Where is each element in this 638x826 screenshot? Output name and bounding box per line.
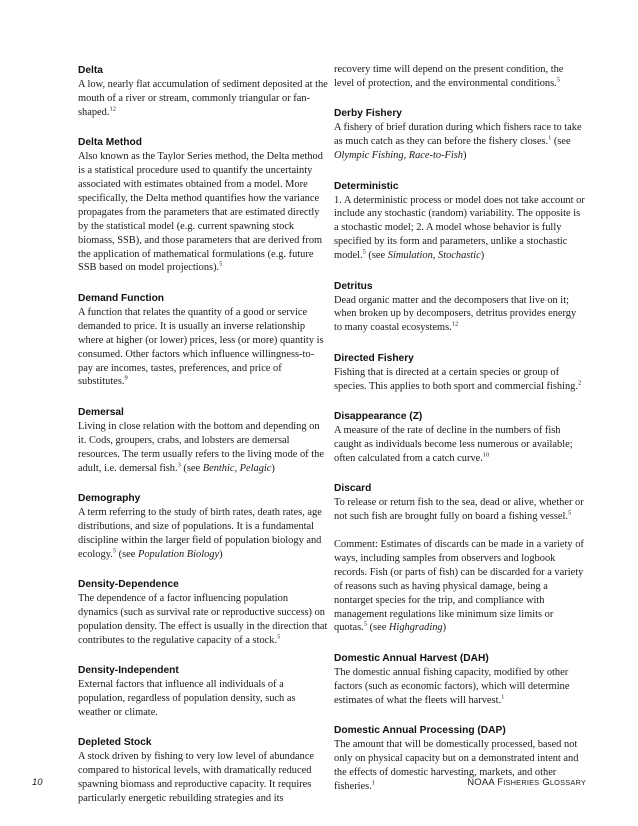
glossary-definition — [78, 592, 328, 648]
definition-text: (see — [180, 462, 203, 474]
footnote-reference: 5 — [112, 547, 117, 555]
definition-text: The dependence of a factor influencing population dynamics (such as survival rate or reproductive success) on population density. The effect is usually in the direction that contributes to the regulative capacity of a stock. — [78, 593, 328, 646]
glossary-term: Disappearance (Z) — [334, 411, 423, 423]
glossary-term: Directed Fishery — [334, 352, 414, 364]
footnote-reference: 5 — [556, 76, 561, 84]
glossary-term: Demography — [78, 492, 141, 504]
glossary-entry — [334, 179, 586, 264]
glossary-term: Delta — [78, 65, 103, 76]
definition-text: A fishery of brief duration during which fishers race to take as much catch as they can before the fishery closes. — [334, 122, 582, 148]
glossary-entry — [334, 279, 586, 336]
definition-text: A measure of the rate of decline in the numbers of fish caught as individuals become less numerous or available; often calculated from a catch curve. — [334, 425, 573, 464]
glossary-definition — [334, 294, 586, 336]
definition-text: , — [403, 150, 409, 162]
definition-text: A low, nearly flat accumulation of sediment deposited at the mouth of a river or stream, commonly triangular or fan-shaped. — [78, 79, 328, 118]
glossary-definition — [334, 366, 586, 394]
definition-text: To release or return fish to the sea, dead or alive, whether or not such fish are brought fully on board a fishing vessel. — [334, 497, 584, 523]
glossary-entry — [334, 63, 586, 91]
glossary-entry — [78, 291, 328, 389]
cross-reference: Race-to-Fish — [408, 150, 464, 162]
glossary-entry — [78, 405, 328, 476]
running-title-part: LOSSARY — [549, 778, 586, 787]
footnote-reference: 5 — [219, 261, 223, 268]
definition-text: (see — [116, 548, 139, 560]
glossary-definition — [78, 150, 328, 275]
running-title-part: G — [539, 777, 550, 788]
glossary-entry — [78, 577, 328, 648]
glossary-definition — [78, 78, 328, 120]
footnote-reference: 3 — [177, 461, 181, 469]
glossary-definition — [334, 538, 586, 635]
footnote-reference: 12 — [451, 320, 459, 328]
footnote-reference: 1 — [548, 134, 552, 142]
definition-text: ) — [219, 548, 223, 560]
definition-text: (see — [366, 622, 389, 634]
glossary-entry — [78, 663, 328, 720]
glossary-term: Density-Dependence — [78, 579, 179, 591]
definition-text: Dead organic matter and the decomposers that live on it; when broken up by decomposers, detritus provides energy to many coastal ecosystems. — [334, 294, 577, 334]
definition-text: , — [432, 250, 438, 262]
page-number: 10 — [32, 777, 43, 788]
cross-reference: Stochastic — [438, 250, 481, 262]
glossary-term: Deterministic — [334, 180, 399, 192]
glossary-definition — [78, 506, 328, 562]
page-footer — [32, 777, 586, 791]
glossary-term: Delta Method — [78, 137, 142, 149]
definition-text: The domestic annual fishing capacity, modified by other factors (such as economic factors), which will determine estimates of what the fleets will harvest. — [334, 666, 570, 706]
definition-text: Comment: Estimates of discards can be made in a variety of ways, including samples from observers and logbook records. Fish (or parts of fish) can be discarded for a variety of reasons such as having physical damage, being a nontarget species for the trip, and compliance with management regulations like minimum size limits or quotas. — [334, 539, 584, 634]
cross-reference: Highgrading — [388, 622, 443, 634]
footnote-reference: 12 — [109, 105, 116, 113]
footnote-reference: 5 — [277, 633, 281, 641]
glossary-column-left — [78, 63, 328, 822]
definition-text: A function that relates the quantity of a good or service demanded to price. It is usually an inverse relationship where at higher (or lower) prices, less (or more) quantity is consumed. Other factors which influence willingness-to-pay are incomes, tastes, preferences, and price of substitutes. — [78, 306, 324, 388]
glossary-definition — [334, 63, 586, 91]
cross-reference: Olympic Fishing — [334, 150, 404, 162]
glossary-entry — [78, 63, 328, 120]
definition-text: ) — [271, 462, 275, 474]
footnote-reference: 5 — [363, 620, 367, 628]
glossary-definition — [334, 194, 586, 264]
footnote-reference: 2 — [577, 379, 582, 387]
definition-text: ) — [480, 250, 485, 262]
footnote-reference: 9 — [124, 374, 128, 382]
definition-text: recovery time will depend on the present condition, the level of protection, and the environmental conditions. — [334, 64, 564, 89]
glossary-entry — [78, 735, 328, 806]
definition-text: ) — [463, 150, 467, 162]
definition-text: The amount that will be domestically processed, based not only on physical capacity but on a demonstrated intent and the effects of domestic harvesting, markets, and other fisheries. — [334, 739, 579, 792]
glossary-entry — [334, 106, 586, 163]
glossary-entry — [334, 651, 586, 708]
glossary-entry — [78, 135, 328, 275]
cross-reference: Benthic, Pelagic — [202, 462, 272, 474]
cross-reference: Population Biology — [138, 548, 220, 560]
footnote-reference: 5 — [362, 248, 366, 256]
glossary-column-right — [334, 63, 586, 809]
running-title-part: ISHERIES — [503, 778, 540, 787]
definition-text: (see — [365, 250, 388, 262]
definition-text: A term referring to the study of birth rates, death rates, age distributions, and size of populations. It is a fundamental discipline within the larger field of population biology and ecology. — [78, 506, 322, 560]
glossary-entry — [334, 409, 586, 466]
glossary-term: Derby Fishery — [334, 108, 402, 120]
glossary-definition — [78, 420, 328, 476]
definition-text: 1. A deterministic process or model does not take account or include any stochastic (random) variability. The opposite is a stochastic model; 2. A model whose behavior is fully specified by its form and parameters, unlike a stochastic model. — [334, 194, 585, 262]
footnote-reference: 1 — [501, 693, 505, 701]
cross-reference: Simulation — [387, 250, 433, 262]
glossary-term: Depleted Stock — [78, 737, 152, 749]
definition-text: A stock driven by fishing to very low level of abundance compared to historical levels, with dramatically reduced spawning biomass and reproductive capacity. It requires particularly energetic rebuilding strategies and its — [78, 751, 315, 805]
glossary-definition — [78, 306, 328, 389]
glossary-entry — [334, 481, 586, 635]
glossary-definition — [334, 424, 586, 466]
glossary-entry — [78, 491, 328, 562]
glossary-term: Domestic Annual Processing (DAP) — [334, 725, 506, 737]
definition-text: External factors that influence all individuals of a population, regardless of population density, such as weather or climate. — [78, 679, 296, 718]
footnote-reference: 1 — [371, 779, 376, 787]
definition-text: Living in close relation with the bottom and depending on it. Cods, groupers, crabs, and lobsters are demersal resources. The term usually refers to the living mode of the adult, i.e. demersal fish. — [78, 420, 324, 474]
definition-text: ) — [442, 622, 447, 634]
definition-text: Fishing that is directed at a certain species or group of species. This applies to both sport and commercial fishing. — [334, 366, 578, 392]
glossary-term: Detritus — [334, 280, 373, 292]
glossary-term: Density-Independent — [78, 665, 179, 677]
glossary-term: Demersal — [78, 406, 124, 418]
glossary-definition — [334, 121, 586, 163]
glossary-term: Discard — [334, 483, 372, 495]
running-title — [467, 777, 586, 788]
definition-text: (see — [551, 136, 571, 148]
running-title-part: NOAA F — [467, 777, 504, 788]
glossary-term: Demand Function — [78, 292, 165, 304]
glossary-definition — [334, 496, 586, 524]
footnote-reference: 5 — [568, 509, 572, 517]
glossary-term: Domestic Annual Harvest (DAH) — [334, 652, 489, 664]
glossary-definition — [78, 678, 328, 720]
glossary-definition — [334, 666, 586, 708]
glossary-entry — [334, 351, 586, 394]
footnote-reference: 10 — [482, 451, 490, 459]
definition-text: Also known as the Taylor Series method, the Delta method is a statistical procedure used to quantify the uncertainty associated with estimates obtained from a model. More specifically, the Delta method quantifies how the variance propagates from the parameters that are estimated directly by the statistical model (e.g. current spawning stock biomass, SSB), and those parameters that are derived from the application of mathematical formulations (e.g. future SSB based on model projections). — [78, 151, 323, 274]
